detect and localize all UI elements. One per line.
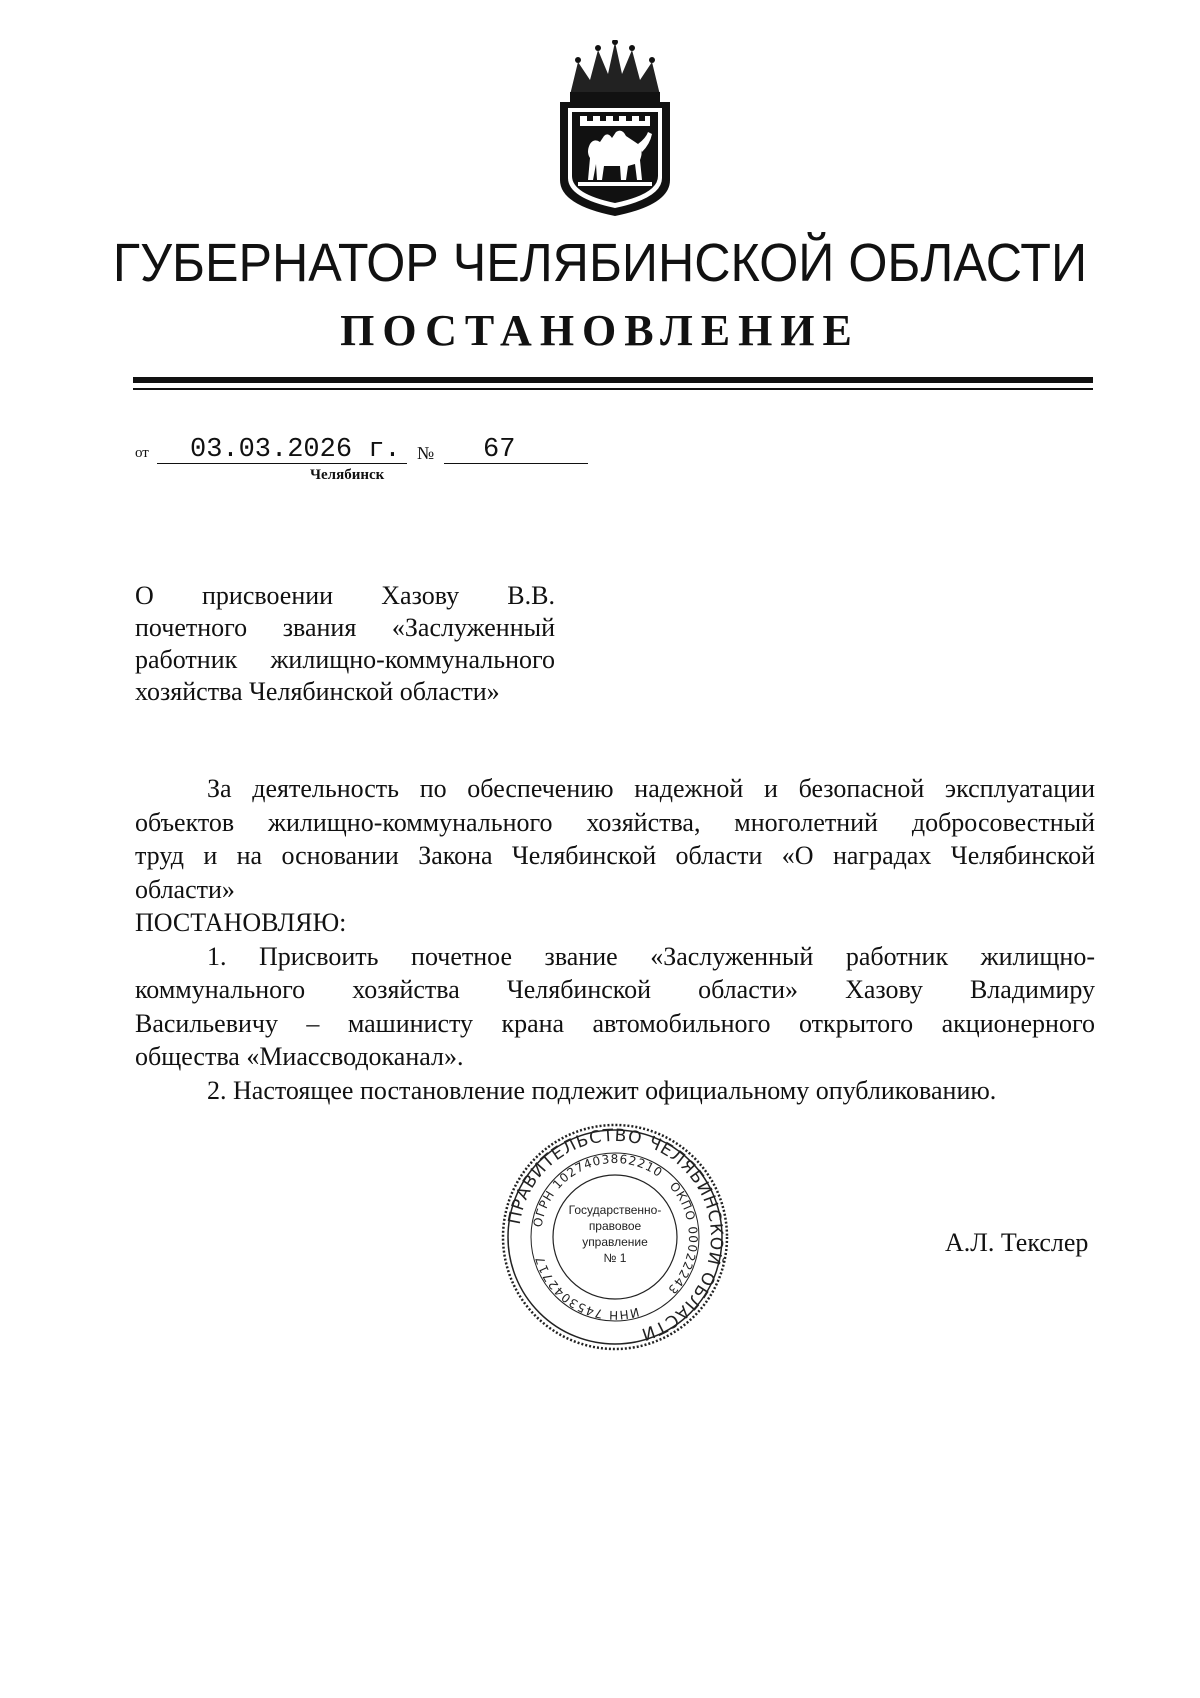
document-subject xyxy=(135,580,555,708)
stamp-ogrn-text: ОГРН 1027403862210 xyxy=(530,1151,666,1229)
document-number: 67 xyxy=(483,435,516,465)
preamble-line: объектов жилищно-коммунального хозяйства, многолетний добросовестный xyxy=(135,807,1095,837)
document-city: Челябинск xyxy=(310,467,385,483)
header-divider-thick xyxy=(133,377,1093,383)
preamble-line: За деятельность по обеспечению надежной и безопасной эксплуатации xyxy=(207,774,1095,803)
svg-text:ОКПО 00022243 xyxy=(665,1179,700,1297)
stamp-center-line: управление xyxy=(582,1235,648,1249)
document-body xyxy=(135,772,1095,1107)
document-date: 03.03.2026 г. xyxy=(190,435,401,465)
item-1-line: общества «Миассводоканал». xyxy=(135,1042,464,1071)
subject-line: хозяйства Челябинской области» xyxy=(135,677,500,706)
subject-line: О присвоении Хазову В.В. xyxy=(135,581,555,610)
stamp-center-line: Государственно- xyxy=(568,1203,662,1217)
stamp-outer-text: ПРАВИТЕЛЬСТВО ЧЕЛЯБИНСКОЙ ОБЛАСТИ xyxy=(504,1125,727,1345)
date-number-row xyxy=(135,435,615,465)
stamp-okpo-text: ОКПО 00022243 xyxy=(664,1179,701,1298)
subject-line: работник жилищно-коммунального xyxy=(135,645,555,674)
official-stamp xyxy=(500,1122,730,1352)
stamp-center-line: правовое xyxy=(588,1219,642,1233)
document-type: ПОСТАНОВЛЕНИЕ xyxy=(340,306,860,355)
stamp-inn-text: ИНН 7453042717 xyxy=(532,1253,641,1323)
number-underline xyxy=(444,463,588,464)
number-label: № xyxy=(417,443,435,463)
item-2: 2. Настоящее постановление подлежит официальному опубликованию. xyxy=(207,1075,997,1105)
decree-word: ПОСТАНОВЛЯЮ: xyxy=(135,908,347,937)
preamble-line: труд и на основании Закона Челябинской области «О наградах Челябинской xyxy=(135,841,1095,870)
signatory-name: А.Л. Текслер xyxy=(945,1228,1089,1257)
issuer-title: ГУБЕРНАТОР ЧЕЛЯБИНСКОЙ ОБЛАСТИ xyxy=(112,233,1088,293)
subject-line: почетного звания «Заслуженный xyxy=(135,613,555,642)
item-1-line: 1. Присвоить почетное звание «Заслуженный работник жилищно- xyxy=(207,941,1095,971)
chelyabinsk-coat-of-arms-icon xyxy=(540,40,690,218)
item-1-line: коммунального хозяйства Челябинской области» Хазову Владимиру xyxy=(135,975,1095,1004)
preamble-line: области» xyxy=(135,874,235,904)
stamp-center-line: № 1 xyxy=(603,1251,627,1265)
date-prefix: от xyxy=(135,445,149,461)
item-1-line: Васильевичу – машинисту крана автомобильного открытого акционерного xyxy=(135,1008,1095,1038)
header-divider-thin xyxy=(133,388,1093,390)
